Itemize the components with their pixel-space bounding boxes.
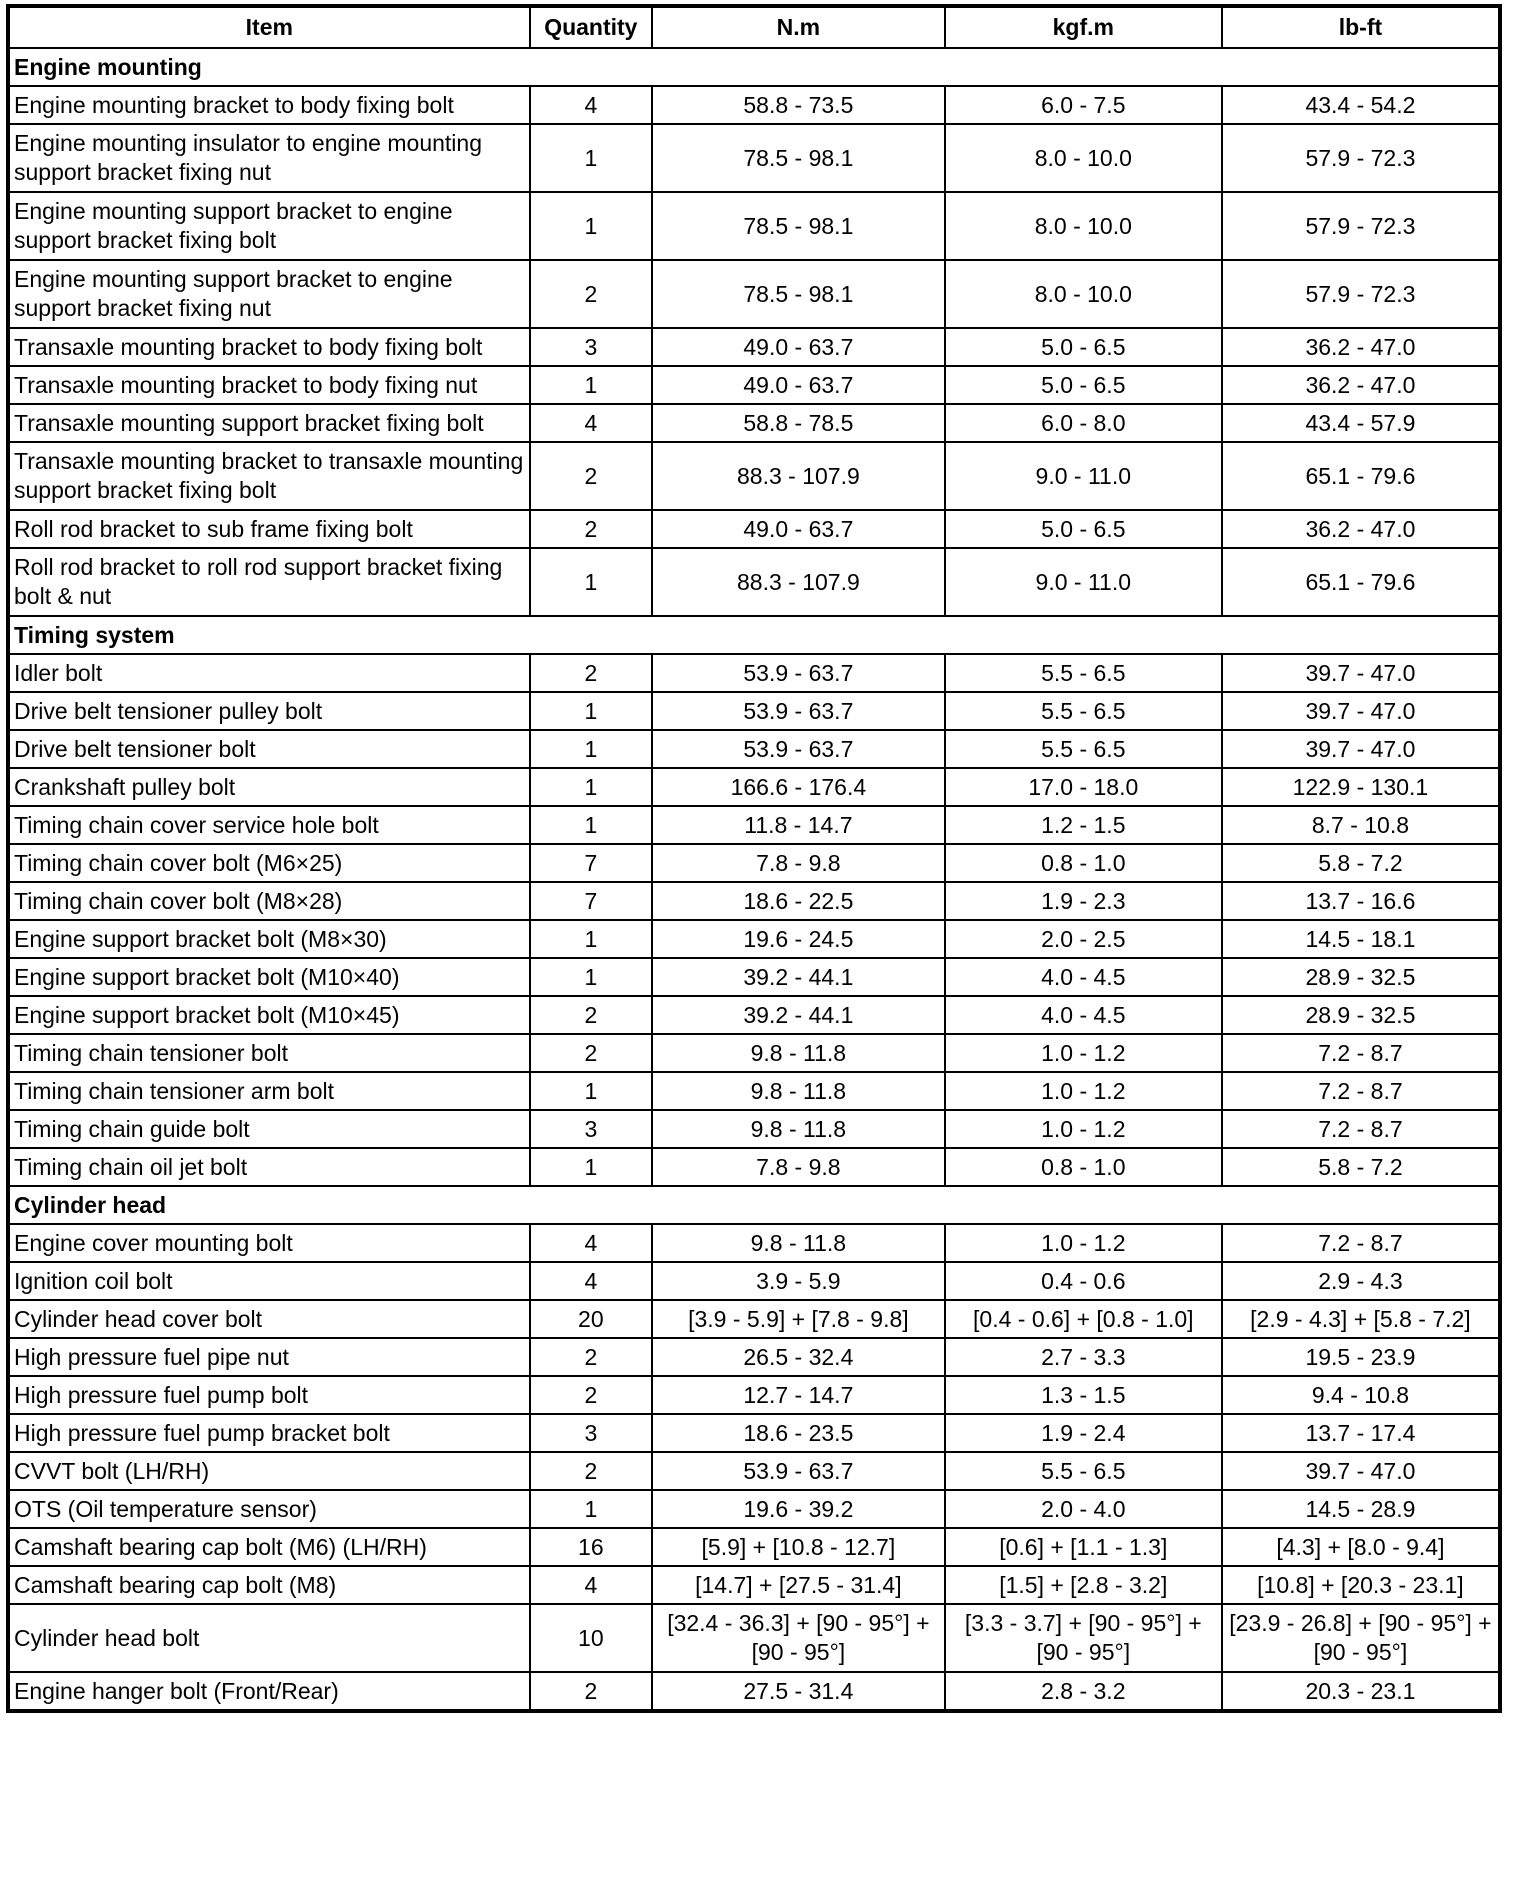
item-cell: Transaxle mounting support bracket fixing bolt (9, 404, 530, 442)
table-row (9, 1566, 1499, 1604)
lbft-cell: 8.7 - 10.8 (1222, 806, 1499, 844)
lbft-cell: 43.4 - 54.2 (1222, 86, 1499, 124)
kgfm-cell: 2.7 - 3.3 (945, 1338, 1222, 1376)
kgfm-cell: [0.6] + [1.1 - 1.3] (945, 1528, 1222, 1566)
item-cell: Timing chain oil jet bolt (9, 1148, 530, 1186)
torque-spec-table (8, 6, 1500, 1711)
kgfm-cell: 0.8 - 1.0 (945, 1148, 1222, 1186)
quantity-cell: 1 (530, 958, 652, 996)
lbft-cell: 57.9 - 72.3 (1222, 124, 1499, 192)
kgfm-cell: 8.0 - 10.0 (945, 260, 1222, 328)
item-cell: Engine mounting support bracket to engine support bracket fixing nut (9, 260, 530, 328)
nm-cell: 18.6 - 23.5 (652, 1414, 945, 1452)
table-row (9, 806, 1499, 844)
lbft-cell: 7.2 - 8.7 (1222, 1110, 1499, 1148)
kgfm-cell: 1.9 - 2.4 (945, 1414, 1222, 1452)
item-cell: Cylinder head cover bolt (9, 1300, 530, 1338)
table-row (9, 1528, 1499, 1566)
quantity-cell: 1 (530, 192, 652, 260)
quantity-cell: 3 (530, 328, 652, 366)
quantity-cell: 7 (530, 882, 652, 920)
lbft-cell: 19.5 - 23.9 (1222, 1338, 1499, 1376)
item-cell: High pressure fuel pipe nut (9, 1338, 530, 1376)
kgfm-cell: 4.0 - 4.5 (945, 996, 1222, 1034)
quantity-cell: 1 (530, 1148, 652, 1186)
table-row (9, 1110, 1499, 1148)
section-row (9, 1186, 1499, 1224)
quantity-cell: 4 (530, 1224, 652, 1262)
kgfm-cell: 1.0 - 1.2 (945, 1034, 1222, 1072)
item-cell: High pressure fuel pump bracket bolt (9, 1414, 530, 1452)
nm-cell: 9.8 - 11.8 (652, 1072, 945, 1110)
table-body (9, 48, 1499, 1710)
kgfm-cell: 6.0 - 8.0 (945, 404, 1222, 442)
kgfm-cell: 2.0 - 2.5 (945, 920, 1222, 958)
lbft-cell: 65.1 - 79.6 (1222, 442, 1499, 510)
table-row (9, 124, 1499, 192)
nm-cell: 58.8 - 73.5 (652, 86, 945, 124)
kgfm-cell: 2.8 - 3.2 (945, 1672, 1222, 1710)
nm-cell: 53.9 - 63.7 (652, 692, 945, 730)
table-row (9, 510, 1499, 548)
item-cell: Transaxle mounting bracket to body fixing nut (9, 366, 530, 404)
table-row (9, 1262, 1499, 1300)
table-row (9, 768, 1499, 806)
quantity-cell: 1 (530, 806, 652, 844)
nm-cell: [5.9] + [10.8 - 12.7] (652, 1528, 945, 1566)
lbft-cell: [23.9 - 26.8] + [90 - 95°] + [90 - 95°] (1222, 1604, 1499, 1672)
table-row (9, 1672, 1499, 1710)
section-row (9, 48, 1499, 86)
kgfm-cell: [0.4 - 0.6] + [0.8 - 1.0] (945, 1300, 1222, 1338)
lbft-cell: 14.5 - 18.1 (1222, 920, 1499, 958)
header-lbft: lb-ft (1222, 7, 1499, 48)
kgfm-cell: 1.9 - 2.3 (945, 882, 1222, 920)
quantity-cell: 1 (530, 124, 652, 192)
item-cell: CVVT bolt (LH/RH) (9, 1452, 530, 1490)
kgfm-cell: 9.0 - 11.0 (945, 548, 1222, 616)
table-row (9, 1490, 1499, 1528)
lbft-cell: 36.2 - 47.0 (1222, 328, 1499, 366)
item-cell: OTS (Oil temperature sensor) (9, 1490, 530, 1528)
kgfm-cell: 5.0 - 6.5 (945, 366, 1222, 404)
item-cell: Engine support bracket bolt (M10×40) (9, 958, 530, 996)
nm-cell: 39.2 - 44.1 (652, 996, 945, 1034)
item-cell: Camshaft bearing cap bolt (M8) (9, 1566, 530, 1604)
table-row (9, 192, 1499, 260)
kgfm-cell: 5.5 - 6.5 (945, 1452, 1222, 1490)
quantity-cell: 4 (530, 404, 652, 442)
lbft-cell: 20.3 - 23.1 (1222, 1672, 1499, 1710)
header-nm: N.m (652, 7, 945, 48)
kgfm-cell: 0.8 - 1.0 (945, 844, 1222, 882)
header-quantity: Quantity (530, 7, 652, 48)
nm-cell: 19.6 - 39.2 (652, 1490, 945, 1528)
nm-cell: 7.8 - 9.8 (652, 844, 945, 882)
item-cell: Idler bolt (9, 654, 530, 692)
lbft-cell: 122.9 - 130.1 (1222, 768, 1499, 806)
quantity-cell: 2 (530, 510, 652, 548)
quantity-cell: 2 (530, 1338, 652, 1376)
quantity-cell: 1 (530, 730, 652, 768)
kgfm-cell: 8.0 - 10.0 (945, 192, 1222, 260)
lbft-cell: 13.7 - 16.6 (1222, 882, 1499, 920)
table-row (9, 844, 1499, 882)
item-cell: Transaxle mounting bracket to transaxle mounting support bracket fixing bolt (9, 442, 530, 510)
item-cell: Engine hanger bolt (Front/Rear) (9, 1672, 530, 1710)
table-row (9, 1034, 1499, 1072)
section-title: Cylinder head (9, 1186, 1499, 1224)
item-cell: Engine mounting support bracket to engine support bracket fixing bolt (9, 192, 530, 260)
item-cell: Engine support bracket bolt (M8×30) (9, 920, 530, 958)
lbft-cell: 7.2 - 8.7 (1222, 1072, 1499, 1110)
section-title: Timing system (9, 616, 1499, 654)
kgfm-cell: 9.0 - 11.0 (945, 442, 1222, 510)
item-cell: Drive belt tensioner pulley bolt (9, 692, 530, 730)
header-row (9, 7, 1499, 48)
nm-cell: 27.5 - 31.4 (652, 1672, 945, 1710)
quantity-cell: 2 (530, 442, 652, 510)
nm-cell: 53.9 - 63.7 (652, 654, 945, 692)
table-row (9, 86, 1499, 124)
quantity-cell: 4 (530, 86, 652, 124)
quantity-cell: 4 (530, 1262, 652, 1300)
item-cell: Engine cover mounting bolt (9, 1224, 530, 1262)
nm-cell: 3.9 - 5.9 (652, 1262, 945, 1300)
lbft-cell: [2.9 - 4.3] + [5.8 - 7.2] (1222, 1300, 1499, 1338)
quantity-cell: 1 (530, 1490, 652, 1528)
lbft-cell: 39.7 - 47.0 (1222, 654, 1499, 692)
item-cell: Camshaft bearing cap bolt (M6) (LH/RH) (9, 1528, 530, 1566)
lbft-cell: 9.4 - 10.8 (1222, 1376, 1499, 1414)
quantity-cell: 1 (530, 1072, 652, 1110)
table-row (9, 920, 1499, 958)
table-row (9, 958, 1499, 996)
kgfm-cell: 5.0 - 6.5 (945, 510, 1222, 548)
kgfm-cell: 5.5 - 6.5 (945, 654, 1222, 692)
nm-cell: 26.5 - 32.4 (652, 1338, 945, 1376)
lbft-cell: 36.2 - 47.0 (1222, 366, 1499, 404)
item-cell: Engine mounting bracket to body fixing bolt (9, 86, 530, 124)
quantity-cell: 2 (530, 1672, 652, 1710)
nm-cell: 78.5 - 98.1 (652, 260, 945, 328)
lbft-cell: 28.9 - 32.5 (1222, 996, 1499, 1034)
lbft-cell: 57.9 - 72.3 (1222, 260, 1499, 328)
nm-cell: 78.5 - 98.1 (652, 192, 945, 260)
kgfm-cell: 1.0 - 1.2 (945, 1110, 1222, 1148)
quantity-cell: 4 (530, 1566, 652, 1604)
item-cell: Cylinder head bolt (9, 1604, 530, 1672)
quantity-cell: 1 (530, 548, 652, 616)
item-cell: High pressure fuel pump bolt (9, 1376, 530, 1414)
section-row (9, 616, 1499, 654)
quantity-cell: 2 (530, 996, 652, 1034)
nm-cell: 39.2 - 44.1 (652, 958, 945, 996)
table-row (9, 1452, 1499, 1490)
nm-cell: 53.9 - 63.7 (652, 1452, 945, 1490)
quantity-cell: 7 (530, 844, 652, 882)
kgfm-cell: 5.0 - 6.5 (945, 328, 1222, 366)
item-cell: Timing chain tensioner arm bolt (9, 1072, 530, 1110)
table-row (9, 1414, 1499, 1452)
item-cell: Timing chain guide bolt (9, 1110, 530, 1148)
lbft-cell: 39.7 - 47.0 (1222, 730, 1499, 768)
kgfm-cell: 1.0 - 1.2 (945, 1072, 1222, 1110)
nm-cell: 9.8 - 11.8 (652, 1034, 945, 1072)
item-cell: Drive belt tensioner bolt (9, 730, 530, 768)
nm-cell: 88.3 - 107.9 (652, 442, 945, 510)
nm-cell: 78.5 - 98.1 (652, 124, 945, 192)
nm-cell: [32.4 - 36.3] + [90 - 95°] + [90 - 95°] (652, 1604, 945, 1672)
nm-cell: 19.6 - 24.5 (652, 920, 945, 958)
lbft-cell: 39.7 - 47.0 (1222, 1452, 1499, 1490)
lbft-cell: 2.9 - 4.3 (1222, 1262, 1499, 1300)
table-row (9, 730, 1499, 768)
header-kgfm: kgf.m (945, 7, 1222, 48)
kgfm-cell: 2.0 - 4.0 (945, 1490, 1222, 1528)
lbft-cell: 7.2 - 8.7 (1222, 1224, 1499, 1262)
nm-cell: 18.6 - 22.5 (652, 882, 945, 920)
table-row (9, 1604, 1499, 1672)
kgfm-cell: 5.5 - 6.5 (945, 692, 1222, 730)
quantity-cell: 10 (530, 1604, 652, 1672)
nm-cell: 9.8 - 11.8 (652, 1224, 945, 1262)
quantity-cell: 2 (530, 1376, 652, 1414)
nm-cell: [14.7] + [27.5 - 31.4] (652, 1566, 945, 1604)
quantity-cell: 20 (530, 1300, 652, 1338)
quantity-cell: 2 (530, 1452, 652, 1490)
nm-cell: 49.0 - 63.7 (652, 510, 945, 548)
kgfm-cell: 0.4 - 0.6 (945, 1262, 1222, 1300)
nm-cell: 53.9 - 63.7 (652, 730, 945, 768)
lbft-cell: 14.5 - 28.9 (1222, 1490, 1499, 1528)
kgfm-cell: 8.0 - 10.0 (945, 124, 1222, 192)
lbft-cell: 5.8 - 7.2 (1222, 1148, 1499, 1186)
table-row (9, 654, 1499, 692)
nm-cell: 166.6 - 176.4 (652, 768, 945, 806)
item-cell: Timing chain cover bolt (M6×25) (9, 844, 530, 882)
kgfm-cell: [1.5] + [2.8 - 3.2] (945, 1566, 1222, 1604)
section-title: Engine mounting (9, 48, 1499, 86)
nm-cell: 12.7 - 14.7 (652, 1376, 945, 1414)
quantity-cell: 3 (530, 1414, 652, 1452)
lbft-cell: 65.1 - 79.6 (1222, 548, 1499, 616)
table-row (9, 882, 1499, 920)
kgfm-cell: [3.3 - 3.7] + [90 - 95°] + [90 - 95°] (945, 1604, 1222, 1672)
nm-cell: 11.8 - 14.7 (652, 806, 945, 844)
lbft-cell: 28.9 - 32.5 (1222, 958, 1499, 996)
item-cell: Ignition coil bolt (9, 1262, 530, 1300)
nm-cell: 88.3 - 107.9 (652, 548, 945, 616)
quantity-cell: 1 (530, 366, 652, 404)
kgfm-cell: 4.0 - 4.5 (945, 958, 1222, 996)
lbft-cell: 39.7 - 47.0 (1222, 692, 1499, 730)
table-row (9, 548, 1499, 616)
kgfm-cell: 6.0 - 7.5 (945, 86, 1222, 124)
table-row (9, 404, 1499, 442)
quantity-cell: 1 (530, 692, 652, 730)
nm-cell: 49.0 - 63.7 (652, 366, 945, 404)
nm-cell: [3.9 - 5.9] + [7.8 - 9.8] (652, 1300, 945, 1338)
nm-cell: 9.8 - 11.8 (652, 1110, 945, 1148)
item-cell: Timing chain cover service hole bolt (9, 806, 530, 844)
table-row (9, 1072, 1499, 1110)
item-cell: Timing chain tensioner bolt (9, 1034, 530, 1072)
quantity-cell: 2 (530, 260, 652, 328)
item-cell: Engine support bracket bolt (M10×45) (9, 996, 530, 1034)
table-row (9, 996, 1499, 1034)
lbft-cell: 43.4 - 57.9 (1222, 404, 1499, 442)
kgfm-cell: 1.2 - 1.5 (945, 806, 1222, 844)
quantity-cell: 2 (530, 654, 652, 692)
kgfm-cell: 17.0 - 18.0 (945, 768, 1222, 806)
lbft-cell: 13.7 - 17.4 (1222, 1414, 1499, 1452)
item-cell: Roll rod bracket to sub frame fixing bolt (9, 510, 530, 548)
table-row (9, 260, 1499, 328)
table-row (9, 442, 1499, 510)
table-row (9, 1338, 1499, 1376)
item-cell: Timing chain cover bolt (M8×28) (9, 882, 530, 920)
nm-cell: 58.8 - 78.5 (652, 404, 945, 442)
quantity-cell: 2 (530, 1034, 652, 1072)
quantity-cell: 16 (530, 1528, 652, 1566)
nm-cell: 49.0 - 63.7 (652, 328, 945, 366)
item-cell: Transaxle mounting bracket to body fixing bolt (9, 328, 530, 366)
lbft-cell: 36.2 - 47.0 (1222, 510, 1499, 548)
table-row (9, 1300, 1499, 1338)
item-cell: Roll rod bracket to roll rod support bracket fixing bolt & nut (9, 548, 530, 616)
quantity-cell: 1 (530, 920, 652, 958)
item-cell: Crankshaft pulley bolt (9, 768, 530, 806)
quantity-cell: 3 (530, 1110, 652, 1148)
kgfm-cell: 1.3 - 1.5 (945, 1376, 1222, 1414)
lbft-cell: [4.3] + [8.0 - 9.4] (1222, 1528, 1499, 1566)
lbft-cell: [10.8] + [20.3 - 23.1] (1222, 1566, 1499, 1604)
table-row (9, 366, 1499, 404)
table-row (9, 1148, 1499, 1186)
kgfm-cell: 1.0 - 1.2 (945, 1224, 1222, 1262)
table-row (9, 1376, 1499, 1414)
lbft-cell: 57.9 - 72.3 (1222, 192, 1499, 260)
kgfm-cell: 5.5 - 6.5 (945, 730, 1222, 768)
lbft-cell: 5.8 - 7.2 (1222, 844, 1499, 882)
quantity-cell: 1 (530, 768, 652, 806)
nm-cell: 7.8 - 9.8 (652, 1148, 945, 1186)
lbft-cell: 7.2 - 8.7 (1222, 1034, 1499, 1072)
table-row (9, 328, 1499, 366)
table-row (9, 1224, 1499, 1262)
table-row (9, 692, 1499, 730)
item-cell: Engine mounting insulator to engine mounting support bracket fixing nut (9, 124, 530, 192)
header-item: Item (9, 7, 530, 48)
